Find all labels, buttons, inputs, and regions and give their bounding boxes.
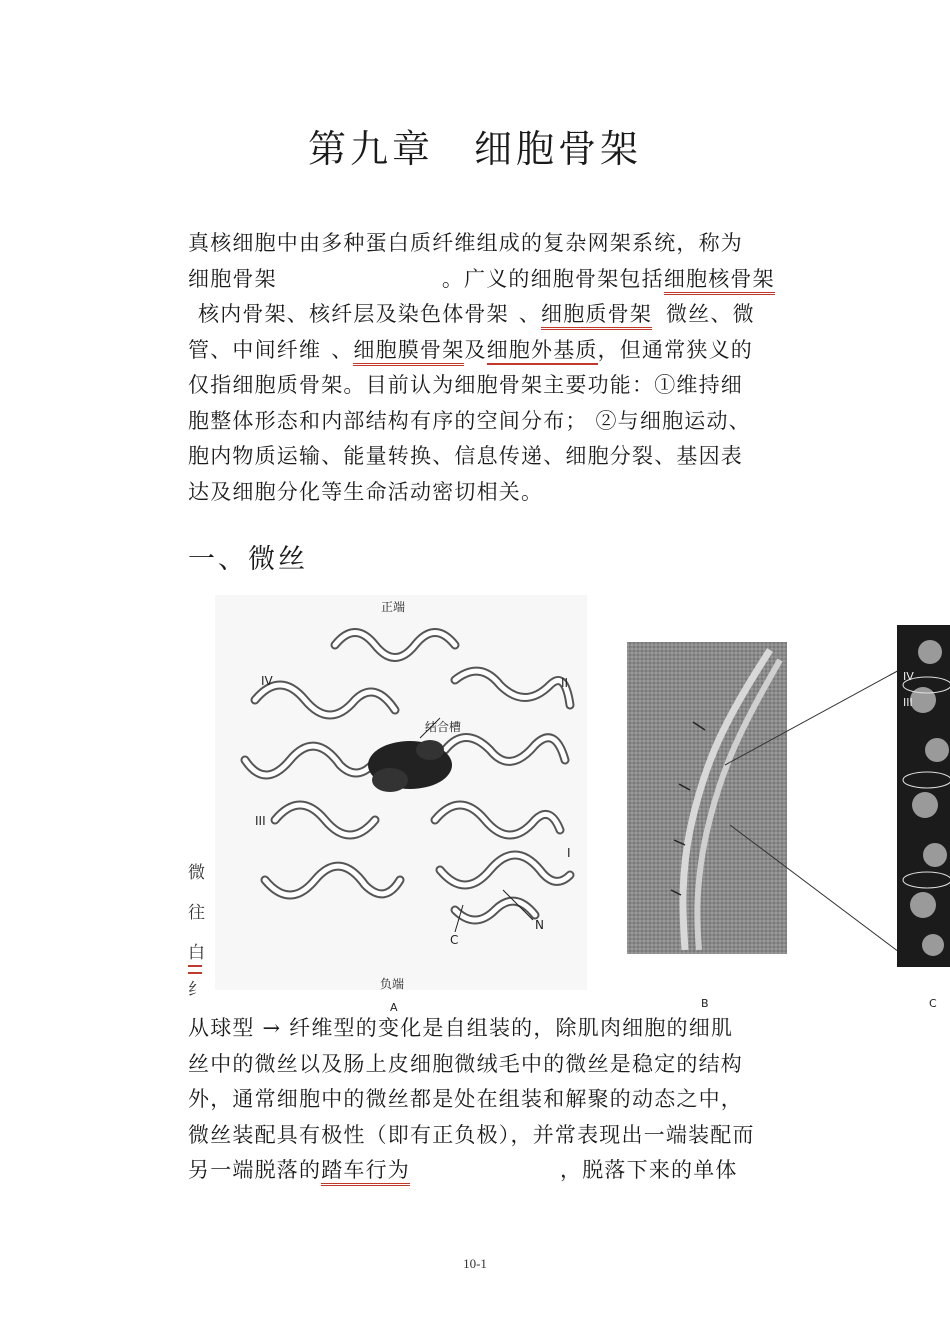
term-extracellular-matrix: 细胞外基质 (487, 338, 598, 365)
nuclear-skeleton-detail: 核内骨架、核纤层及染色体骨架 (198, 302, 509, 326)
body-line-2: 丝中的微丝以及肠上皮细胞微绒毛中的微丝是稳定的结构 (188, 1051, 743, 1076)
intro-line-5: 仅指细胞质骨架。目前认为细胞骨架主要功能：①维持细 (188, 373, 743, 397)
intro-text: ，但通常狭义的 (597, 337, 754, 362)
clipped-char: 纟 (188, 980, 205, 1000)
body-paragraph (188, 1011, 792, 1189)
section-heading: 一、微丝 (188, 544, 308, 575)
intro-line-3 (188, 297, 792, 333)
label-subdomain-ii: II (561, 676, 569, 690)
intro-text: 、 (331, 337, 354, 362)
intro-line-4 (188, 333, 792, 369)
label-helix-iii: III (903, 696, 913, 709)
term-membrane-skeleton: 细胞膜骨架 (353, 338, 464, 366)
body-line-3: 外，通常细胞中的微丝都是处在组装和解聚的动态之中， (188, 1087, 743, 1111)
actin-figure (185, 590, 950, 1015)
cytoplasmic-skeleton-detail: 微丝、微 (666, 302, 755, 326)
clipped-char: 白 (188, 943, 205, 963)
page-number: 10-1 (463, 1256, 487, 1271)
label-c-terminus: C (450, 933, 459, 947)
clipped-char: 微 (188, 863, 205, 883)
clipped-char: 往 (188, 903, 205, 923)
term-cytoplasmic-skeleton: 细胞质骨架 (541, 302, 652, 330)
panel-a-actin-monomer (215, 595, 587, 990)
body-line-5 (188, 1153, 792, 1189)
label-panel-b: B (701, 997, 709, 1010)
intro-line-7: 胞内物质运输、能量转换、信息传递、细胞分裂、基因表 (188, 444, 743, 468)
intro-paragraph (188, 226, 792, 510)
label-helix-iv: IV (903, 670, 914, 683)
body-line-1: 从球型 → 纤维型的变化是自组装的，除肌肉细胞的细肌 (188, 1016, 734, 1040)
intro-line-6: 胞整体形态和内部结构有序的空间分布； ②与细胞运动、 (188, 408, 751, 433)
intro-line-8: 达及细胞分化等生命活动密切相关。 (188, 479, 544, 504)
label-subdomain-iv: IV (261, 674, 273, 688)
intro-text: 、 (518, 302, 542, 326)
intro-line-1: 真核细胞中由多种蛋白质纤维组成的复杂网架系统，称为 (188, 231, 743, 255)
term-nuclear-skeleton: 细胞核骨架 (664, 267, 775, 295)
body-text: ，脱落下来的单体 (560, 1158, 738, 1182)
label-panel-a: A (390, 1001, 398, 1014)
intro-text: 。广义的细胞骨架包括 (441, 266, 664, 291)
intro-text: 管、中间纤维 (188, 337, 322, 362)
intro-line-2 (188, 262, 792, 298)
intro-text: 及 (464, 337, 487, 362)
label-n-terminus: N (535, 918, 544, 932)
chapter-number: 第九章 (307, 127, 434, 171)
chapter-name: 细胞骨架 (474, 127, 643, 171)
body-line-4: 微丝装配具有极性（即有正负极），并常表现出一端装配而 (188, 1122, 755, 1147)
label-plus-end: 正端 (381, 600, 406, 614)
panel-b-em-filament (627, 642, 787, 954)
label-panel-c: C (929, 997, 937, 1010)
label-binding-groove: 结合槽 (425, 720, 462, 734)
term-treadmilling: 踏车行为 (321, 1158, 410, 1186)
actin-figure-graphic (185, 590, 950, 1015)
chapter-title (0, 118, 950, 173)
label-subdomain-i: I (567, 846, 571, 860)
label-subdomain-iii: III (255, 814, 266, 828)
label-minus-end: 负端 (380, 977, 405, 991)
body-text: 另一端脱落的 (188, 1158, 322, 1182)
term-cytoskeleton: 细胞骨架 (188, 266, 277, 291)
